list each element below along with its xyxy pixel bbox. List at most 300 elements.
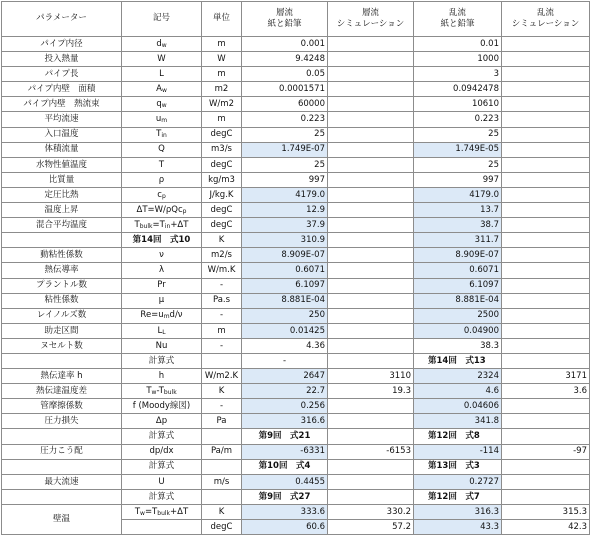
- laminar-paper-value: 316.6: [242, 414, 328, 429]
- unit-cell: m2/s: [202, 248, 242, 263]
- turbulent-simulation-value: [502, 338, 590, 353]
- laminar-simulation-value: [328, 127, 414, 142]
- turbulent-simulation-value: [502, 489, 590, 504]
- laminar-simulation-value: 19.3: [328, 384, 414, 399]
- subscript: w: [151, 388, 157, 396]
- laminar-simulation-value: [328, 474, 414, 489]
- symbol-cell: [122, 52, 202, 67]
- turbulent-paper-value: 25: [414, 157, 502, 172]
- laminar-paper-value: 997: [242, 172, 328, 187]
- parameter-name: [2, 429, 122, 444]
- header-row: [2, 2, 590, 37]
- laminar-paper-value: 8.881E-04: [242, 293, 328, 308]
- subscript: p: [161, 192, 166, 200]
- turbulent-simulation-value: [502, 293, 590, 308]
- laminar-simulation-value: [328, 323, 414, 338]
- unit-cell: -: [202, 278, 242, 293]
- text: ρ: [158, 174, 165, 185]
- turbulent-paper-value: 38.3: [414, 338, 502, 353]
- laminar-simulation-value: [328, 459, 414, 474]
- laminar-simulation-value: [328, 37, 414, 52]
- symbol-cell: [122, 157, 202, 172]
- turbulent-simulation-value: 315.3: [502, 504, 590, 519]
- header-laminar-simulation: 層流 シミュレーション: [328, 2, 414, 37]
- parameter-name: 比質量: [2, 172, 122, 187]
- unit-cell: W/m2.K: [202, 369, 242, 384]
- table-row: [2, 187, 590, 202]
- unit-cell: J/kg.K: [202, 187, 242, 202]
- symbol-cell: [122, 67, 202, 82]
- text: +ΔT: [170, 219, 189, 230]
- parameter-name: 平均流速: [2, 112, 122, 127]
- symbol-cell: [122, 97, 202, 112]
- symbol-cell: [122, 429, 202, 444]
- text: 計算式: [148, 461, 175, 472]
- text: dp/dx: [149, 446, 174, 457]
- turbulent-simulation-value: -97: [502, 444, 590, 459]
- table-row: [2, 127, 590, 142]
- unit-cell: degC: [202, 218, 242, 233]
- laminar-simulation-value: [328, 399, 414, 414]
- text: Q: [158, 144, 165, 155]
- turbulent-paper-value: 0.223: [414, 112, 502, 127]
- turbulent-simulation-value: [502, 218, 590, 233]
- table-row: [2, 218, 590, 233]
- subscript: bulk: [163, 388, 177, 396]
- table-row: [2, 369, 590, 384]
- unit-cell: K: [202, 504, 242, 519]
- parameter-name: 圧力損失: [2, 414, 122, 429]
- unit-cell: degC: [202, 520, 242, 535]
- table-row: [2, 97, 590, 112]
- header-symbol: 記号: [122, 2, 202, 37]
- text: μ: [158, 295, 165, 306]
- unit-cell: m/s: [202, 474, 242, 489]
- unit-cell: W: [202, 52, 242, 67]
- unit-cell: -: [202, 399, 242, 414]
- laminar-paper-value: 9.4248: [242, 52, 328, 67]
- laminar-paper-value: 37.9: [242, 218, 328, 233]
- symbol-cell: [122, 248, 202, 263]
- text: Nu: [155, 340, 168, 351]
- laminar-simulation-value: [328, 338, 414, 353]
- turbulent-paper-value: 8.909E-07: [414, 248, 502, 263]
- turbulent-paper-value: 0.0942478: [414, 82, 502, 97]
- subscript: w: [161, 87, 167, 95]
- turbulent-paper-value: 0.6071: [414, 263, 502, 278]
- turbulent-simulation-value: [502, 127, 590, 142]
- parameter-name: [2, 353, 122, 368]
- parameter-name: 入口温度: [2, 127, 122, 142]
- unit-cell: m: [202, 323, 242, 338]
- parameter-name: ヌセルト数: [2, 338, 122, 353]
- symbol-cell: [122, 520, 202, 535]
- text: 計算式: [148, 355, 175, 366]
- text: T: [146, 385, 152, 396]
- laminar-simulation-value: [328, 157, 414, 172]
- unit-cell: degC: [202, 203, 242, 218]
- turbulent-simulation-value: [502, 157, 590, 172]
- parameter-name: 助走区間: [2, 323, 122, 338]
- symbol-cell: [122, 187, 202, 202]
- laminar-paper-value: -6331: [242, 444, 328, 459]
- turbulent-paper-value: 43.3: [414, 520, 502, 535]
- turbulent-paper-value: 第12回 式8: [414, 429, 502, 444]
- subscript: w: [161, 41, 167, 49]
- subscript: m: [161, 117, 168, 125]
- laminar-simulation-value: [328, 233, 414, 248]
- turbulent-paper-value: 13.7: [414, 203, 502, 218]
- laminar-paper-value: 25: [242, 127, 328, 142]
- table-row: [2, 172, 590, 187]
- text: d: [156, 38, 162, 49]
- parameter-name: プラントル数: [2, 278, 122, 293]
- subscript: bulk: [139, 222, 153, 230]
- table-row: [2, 353, 590, 368]
- turbulent-paper-value: 38.7: [414, 218, 502, 233]
- text: d/ν: [169, 310, 183, 321]
- parameter-name: 管摩擦係数: [2, 399, 122, 414]
- text: λ: [158, 265, 165, 276]
- table-row: [2, 399, 590, 414]
- turbulent-paper-value: 0.01: [414, 37, 502, 52]
- parameter-name: 熱伝達率 h: [2, 369, 122, 384]
- text: Δp: [155, 416, 168, 427]
- symbol-cell: [122, 444, 202, 459]
- symbol-cell: [122, 338, 202, 353]
- laminar-simulation-value: [328, 293, 414, 308]
- laminar-simulation-value: 3110: [328, 369, 414, 384]
- laminar-simulation-value: [328, 172, 414, 187]
- subscript: p: [182, 207, 187, 215]
- table-row: [2, 263, 590, 278]
- turbulent-simulation-value: [502, 248, 590, 263]
- text: =T: [144, 506, 158, 517]
- turbulent-paper-value: 311.7: [414, 233, 502, 248]
- table-row: [2, 142, 590, 157]
- turbulent-simulation-value: [502, 142, 590, 157]
- turbulent-simulation-value: [502, 52, 590, 67]
- laminar-simulation-value: [328, 218, 414, 233]
- parameter-name: パイプ内壁 熱流束: [2, 97, 122, 112]
- parameter-name: パイプ内壁 面積: [2, 82, 122, 97]
- laminar-paper-value: 第10回 式4: [242, 459, 328, 474]
- symbol-cell: [122, 203, 202, 218]
- header-unit: 単位: [202, 2, 242, 37]
- parameter-name: パイプ長: [2, 67, 122, 82]
- turbulent-paper-value: 316.3: [414, 504, 502, 519]
- symbol-cell: [122, 384, 202, 399]
- table-row: [2, 37, 590, 52]
- turbulent-paper-value: 0.2727: [414, 474, 502, 489]
- unit-cell: Pa/m: [202, 444, 242, 459]
- unit-cell: W/m.K: [202, 263, 242, 278]
- symbol-cell: [122, 218, 202, 233]
- symbol-cell: [122, 172, 202, 187]
- turbulent-paper-value: 4179.0: [414, 187, 502, 202]
- table-row: [2, 278, 590, 293]
- laminar-simulation-value: [328, 429, 414, 444]
- turbulent-paper-value: 4.6: [414, 384, 502, 399]
- laminar-simulation-value: [328, 263, 414, 278]
- table-row: [2, 414, 590, 429]
- text: L: [157, 325, 163, 336]
- turbulent-simulation-value: [502, 474, 590, 489]
- unit-cell: m3/s: [202, 142, 242, 157]
- table-row: [2, 157, 590, 172]
- symbol-cell: [122, 474, 202, 489]
- unit-cell: m: [202, 37, 242, 52]
- unit-cell: Pa: [202, 414, 242, 429]
- parameter-name: 圧力こう配: [2, 444, 122, 459]
- parameter-name: [2, 459, 122, 474]
- laminar-paper-value: 25: [242, 157, 328, 172]
- unit-cell: m: [202, 112, 242, 127]
- laminar-simulation-value: [328, 203, 414, 218]
- parameter-name: [2, 233, 122, 248]
- symbol-cell: [122, 37, 202, 52]
- unit-cell: -: [202, 308, 242, 323]
- subscript: L: [162, 328, 166, 336]
- parameter-name: 定圧比熱: [2, 187, 122, 202]
- symbol-cell: [122, 353, 202, 368]
- laminar-paper-value: 250: [242, 308, 328, 323]
- turbulent-paper-value: 3: [414, 67, 502, 82]
- table-row: [2, 52, 590, 67]
- symbol-cell: [122, 459, 202, 474]
- symbol-cell: [122, 504, 202, 519]
- table-row: [2, 504, 590, 519]
- turbulent-simulation-value: [502, 172, 590, 187]
- turbulent-simulation-value: [502, 37, 590, 52]
- laminar-simulation-value: [328, 278, 414, 293]
- unit-cell: [202, 459, 242, 474]
- text: 第14回 式10: [132, 235, 191, 246]
- text: W: [157, 53, 166, 64]
- symbol-cell: [122, 112, 202, 127]
- text: Pr: [157, 280, 166, 291]
- header-turbulent-paper: 乱流 紙と鉛筆: [414, 2, 502, 37]
- turbulent-simulation-value: [502, 429, 590, 444]
- subscript: m: [163, 313, 170, 321]
- laminar-simulation-value: [328, 112, 414, 127]
- turbulent-simulation-value: [502, 323, 590, 338]
- laminar-simulation-value: [328, 97, 414, 112]
- unit-cell: m2: [202, 82, 242, 97]
- turbulent-paper-value: 第14回 式13: [414, 353, 502, 368]
- turbulent-simulation-value: [502, 263, 590, 278]
- text: u: [155, 114, 162, 125]
- turbulent-paper-value: 2324: [414, 369, 502, 384]
- laminar-paper-value: 6.1097: [242, 278, 328, 293]
- text: h: [158, 370, 165, 381]
- text: q: [156, 99, 162, 110]
- laminar-simulation-value: 57.2: [328, 520, 414, 535]
- turbulent-simulation-value: [502, 308, 590, 323]
- turbulent-simulation-value: 42.3: [502, 520, 590, 535]
- laminar-paper-value: 4179.0: [242, 187, 328, 202]
- turbulent-paper-value: 0.04900: [414, 323, 502, 338]
- turbulent-simulation-value: [502, 187, 590, 202]
- table-row: [2, 203, 590, 218]
- turbulent-paper-value: 第12回 式7: [414, 489, 502, 504]
- laminar-paper-value: -: [242, 353, 328, 368]
- symbol-cell: [122, 263, 202, 278]
- table-row: [2, 429, 590, 444]
- parameter-name: 混合平均温度: [2, 218, 122, 233]
- subscript: in: [164, 222, 171, 230]
- laminar-paper-value: 2647: [242, 369, 328, 384]
- turbulent-paper-value: -114: [414, 444, 502, 459]
- unit-cell: -: [202, 338, 242, 353]
- laminar-paper-value: 310.9: [242, 233, 328, 248]
- table-row: [2, 338, 590, 353]
- text: T: [134, 506, 141, 517]
- turbulent-simulation-value: [502, 459, 590, 474]
- laminar-paper-value: 60.6: [242, 520, 328, 535]
- laminar-paper-value: 1.749E-07: [242, 142, 328, 157]
- table-row: [2, 293, 590, 308]
- turbulent-simulation-value: [502, 233, 590, 248]
- laminar-simulation-value: [328, 489, 414, 504]
- text: T: [156, 129, 162, 140]
- text: 計算式: [148, 491, 175, 502]
- subscript: in: [161, 132, 167, 140]
- parameter-name: 投入熱量: [2, 52, 122, 67]
- symbol-cell: [122, 369, 202, 384]
- unit-cell: kg/m3: [202, 172, 242, 187]
- laminar-paper-value: 0.05: [242, 67, 328, 82]
- turbulent-simulation-value: 3171: [502, 369, 590, 384]
- laminar-paper-value: 60000: [242, 97, 328, 112]
- text: f (Moody線図): [132, 401, 191, 412]
- subscript: bulk: [157, 509, 171, 517]
- text: ΔT=W/ρQc: [136, 204, 183, 215]
- comparison-table: [1, 1, 590, 535]
- text: ν: [159, 250, 164, 261]
- text: -T: [156, 385, 164, 396]
- text: T: [158, 159, 165, 170]
- laminar-paper-value: 0.223: [242, 112, 328, 127]
- symbol-cell: [122, 414, 202, 429]
- subscript: w: [161, 102, 167, 110]
- symbol-cell: [122, 308, 202, 323]
- unit-cell: degC: [202, 157, 242, 172]
- symbol-cell: [122, 293, 202, 308]
- text: 計算式: [148, 431, 175, 442]
- laminar-simulation-value: [328, 414, 414, 429]
- laminar-simulation-value: [328, 67, 414, 82]
- symbol-cell: [122, 142, 202, 157]
- parameter-name: 動粘性係数: [2, 248, 122, 263]
- parameter-name: 体積流量: [2, 142, 122, 157]
- laminar-paper-value: 0.01425: [242, 323, 328, 338]
- unit-cell: K: [202, 233, 242, 248]
- symbol-cell: [122, 323, 202, 338]
- parameter-name: パイプ内径: [2, 37, 122, 52]
- table-row: [2, 248, 590, 263]
- wall-temperature-label: 壁温: [2, 504, 122, 534]
- table-row: [2, 82, 590, 97]
- turbulent-simulation-value: [502, 112, 590, 127]
- laminar-simulation-value: 330.2: [328, 504, 414, 519]
- text: T: [134, 219, 140, 230]
- table-row: [2, 233, 590, 248]
- symbol-cell: [122, 278, 202, 293]
- symbol-cell: [122, 399, 202, 414]
- turbulent-simulation-value: [502, 97, 590, 112]
- turbulent-paper-value: 997: [414, 172, 502, 187]
- turbulent-simulation-value: [502, 67, 590, 82]
- turbulent-paper-value: 1000: [414, 52, 502, 67]
- text: U: [158, 476, 165, 487]
- turbulent-paper-value: 1.749E-05: [414, 142, 502, 157]
- text: c: [157, 189, 162, 200]
- text: =T: [152, 219, 165, 230]
- parameter-name: 熱伝導率: [2, 263, 122, 278]
- laminar-paper-value: 12.9: [242, 203, 328, 218]
- turbulent-simulation-value: [502, 414, 590, 429]
- laminar-paper-value: 22.7: [242, 384, 328, 399]
- text: +ΔT: [170, 506, 189, 517]
- turbulent-paper-value: 6.1097: [414, 278, 502, 293]
- table-row: [2, 384, 590, 399]
- parameter-name: 熱伝達温度差: [2, 384, 122, 399]
- laminar-simulation-value: -6153: [328, 444, 414, 459]
- laminar-paper-value: 0.4455: [242, 474, 328, 489]
- laminar-paper-value: 0.0001571: [242, 82, 328, 97]
- symbol-cell: [122, 127, 202, 142]
- table-row: [2, 474, 590, 489]
- subscript: w: [140, 509, 145, 517]
- turbulent-paper-value: 25: [414, 127, 502, 142]
- laminar-paper-value: 4.36: [242, 338, 328, 353]
- unit-cell: Pa.s: [202, 293, 242, 308]
- unit-cell: [202, 353, 242, 368]
- laminar-simulation-value: [328, 353, 414, 368]
- text: L: [159, 68, 164, 79]
- laminar-simulation-value: [328, 187, 414, 202]
- laminar-paper-value: 333.6: [242, 504, 328, 519]
- laminar-simulation-value: [328, 248, 414, 263]
- turbulent-paper-value: 第13回 式3: [414, 459, 502, 474]
- turbulent-simulation-value: [502, 82, 590, 97]
- table-row: [2, 489, 590, 504]
- unit-cell: W/m2: [202, 97, 242, 112]
- unit-cell: [202, 489, 242, 504]
- turbulent-paper-value: 341.8: [414, 414, 502, 429]
- parameter-name: 水物性値温度: [2, 157, 122, 172]
- symbol-cell: [122, 489, 202, 504]
- text: Re=u: [140, 310, 164, 321]
- parameter-name: 最大流速: [2, 474, 122, 489]
- laminar-simulation-value: [328, 308, 414, 323]
- table-row: [2, 444, 590, 459]
- turbulent-simulation-value: 3.6: [502, 384, 590, 399]
- text: A: [156, 84, 162, 95]
- table-row: [2, 323, 590, 338]
- laminar-simulation-value: [328, 52, 414, 67]
- unit-cell: [202, 429, 242, 444]
- turbulent-simulation-value: [502, 203, 590, 218]
- symbol-cell: [122, 82, 202, 97]
- table-row: [2, 459, 590, 474]
- parameter-name: 温度上昇: [2, 203, 122, 218]
- turbulent-simulation-value: [502, 399, 590, 414]
- laminar-paper-value: 第9回 式27: [242, 489, 328, 504]
- turbulent-paper-value: 10610: [414, 97, 502, 112]
- parameter-name: [2, 489, 122, 504]
